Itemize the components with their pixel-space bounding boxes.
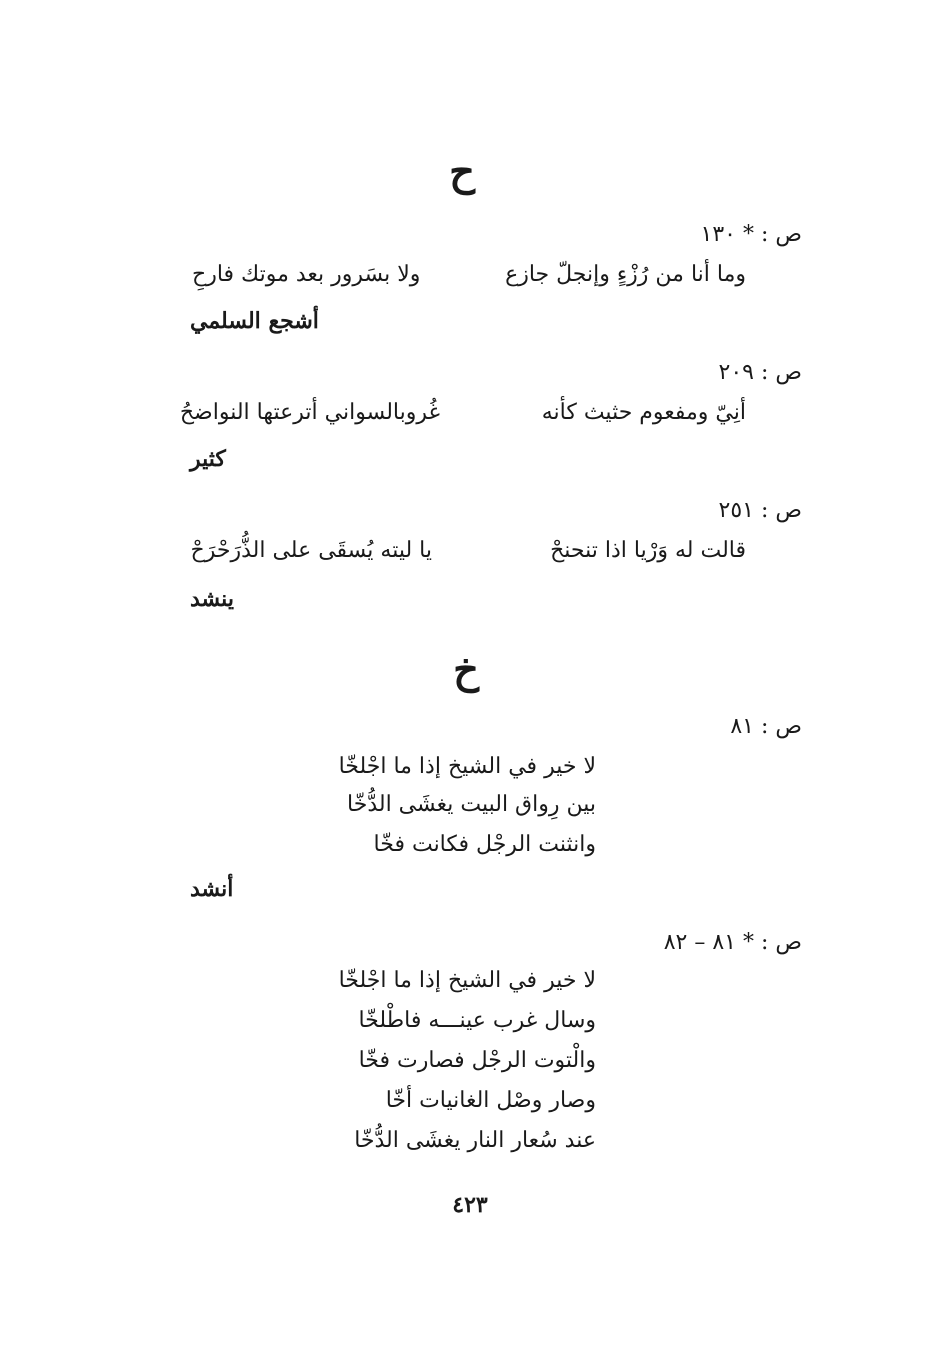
section-letter-ha: ح bbox=[449, 148, 475, 195]
page-reference: ص : ٨١ bbox=[730, 714, 802, 739]
page-number: ٤٢٣ bbox=[452, 1192, 488, 1218]
poem-line: لا خير في الشيخ إذا ما اجْلخّا bbox=[338, 968, 596, 993]
verse-hemistich-right: وما أنا من رُزْءٍ وإنجلّ جازع bbox=[505, 262, 746, 287]
poem-line: لا خير في الشيخ إذا ما اجْلخّا bbox=[338, 754, 596, 779]
poem-line: وانثنت الرجْل فكانت فخّا bbox=[373, 832, 596, 857]
page-reference: ص : * ٨١ – ٨٢ bbox=[663, 930, 802, 955]
poet-name: ينشد bbox=[190, 586, 234, 612]
verse-hemistich-left: يا ليته يُسقَى على الذُّرَحْرَحْ bbox=[190, 538, 432, 563]
poem-line: وصار وصْل الغانيات أخّا bbox=[385, 1088, 596, 1113]
section-letter-kha: خ bbox=[453, 646, 479, 693]
poet-name: أنشد bbox=[190, 876, 234, 902]
poem-line: بين رِواق البيت يغشَى الدُّخّا bbox=[347, 792, 596, 817]
verse-hemistich-left: غُروبالسواني أترعتها النواضحُ bbox=[179, 400, 440, 425]
poem-line: عند سُعار النار يغشَى الدُّخّا bbox=[354, 1128, 596, 1153]
poem-line: وسال غرب عينـــه فاطْلخّا bbox=[358, 1008, 596, 1033]
verse-hemistich-left: ولا بسَرور بعد موتك فارحِ bbox=[192, 262, 421, 287]
page-reference: ص : ٢٠٩ bbox=[718, 360, 802, 385]
page-reference: ص : ٢٥١ bbox=[718, 498, 802, 523]
page-reference: ص : * ١٣٠ bbox=[700, 222, 802, 247]
verse-hemistich-right: أنِيّ ومفعوم حثيث كأنه bbox=[541, 400, 746, 425]
poet-name: كثير bbox=[190, 446, 226, 472]
poet-name: أشجع السلمي bbox=[190, 308, 319, 334]
verse-hemistich-right: قالت له وَرْيا اذا تنحنحْ bbox=[550, 538, 746, 563]
poem-line: والْتوت الرجْل فصارت فخّا bbox=[358, 1048, 596, 1073]
